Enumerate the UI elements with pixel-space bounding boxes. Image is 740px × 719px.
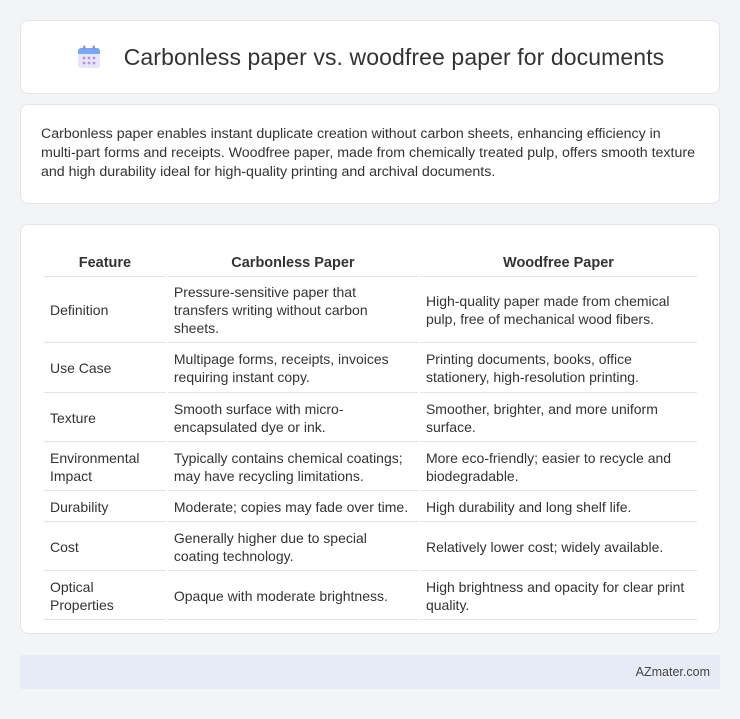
feature-cell: Definition <box>44 277 166 343</box>
woodfree-cell: More eco-friendly; easier to recycle and biodegradable. <box>420 442 697 491</box>
table-row <box>44 571 697 620</box>
header-woodfree: Woodfree Paper <box>420 243 697 277</box>
header-feature: Feature <box>44 243 166 277</box>
carbonless-cell: Opaque with moderate brightness. <box>168 571 418 620</box>
feature-cell: Environmental Impact <box>44 442 166 491</box>
table-row <box>44 522 697 571</box>
footer-bar <box>20 655 720 689</box>
table-header-row <box>44 243 697 277</box>
feature-cell: Texture <box>44 393 166 442</box>
carbonless-cell: Typically contains chemical coatings; may have recycling limitations. <box>168 442 418 491</box>
feature-cell: Durability <box>44 491 166 522</box>
feature-cell: Use Case <box>44 343 166 393</box>
intro-text: Carbonless paper enables instant duplicate creation without carbon sheets, enhancing efficiency in multi-part forms and receipts. Woodfree paper, made from chemically treated pulp, offers smooth texture and high durability ideal for high-quality printing and archival documents. <box>41 126 695 180</box>
header-carbonless: Carbonless Paper <box>168 243 418 277</box>
intro-card <box>20 104 720 204</box>
carbonless-cell: Pressure-sensitive paper that transfers writing without carbon sheets. <box>168 277 418 343</box>
footer-brand: AZmater.com <box>635 665 710 679</box>
comparison-card <box>20 224 720 634</box>
woodfree-cell: Smoother, brighter, and more uniform surface. <box>420 393 697 442</box>
woodfree-cell: High durability and long shelf life. <box>420 491 697 522</box>
calendar-icon <box>76 44 102 70</box>
woodfree-cell: High brightness and opacity for clear print quality. <box>420 571 697 620</box>
feature-cell: Cost <box>44 522 166 571</box>
page-title: Carbonless paper vs. woodfree paper for documents <box>123 43 665 70</box>
title-card <box>20 20 720 94</box>
carbonless-cell: Smooth surface with micro-encapsulated dye or ink. <box>168 393 418 442</box>
table-row <box>44 343 697 393</box>
woodfree-cell: High-quality paper made from chemical pulp, free of mechanical wood fibers. <box>420 277 697 343</box>
table-row <box>44 393 697 442</box>
woodfree-cell: Printing documents, books, office stationery, high-resolution printing. <box>420 343 697 393</box>
table-row <box>44 442 697 491</box>
table-row <box>44 491 697 522</box>
carbonless-cell: Moderate; copies may fade over time. <box>168 491 418 522</box>
comparison-table <box>42 243 699 620</box>
carbonless-cell: Multipage forms, receipts, invoices requiring instant copy. <box>168 343 418 393</box>
table-row <box>44 277 697 343</box>
feature-cell: Optical Properties <box>44 571 166 620</box>
carbonless-cell: Generally higher due to special coating technology. <box>168 522 418 571</box>
woodfree-cell: Relatively lower cost; widely available. <box>420 522 697 571</box>
